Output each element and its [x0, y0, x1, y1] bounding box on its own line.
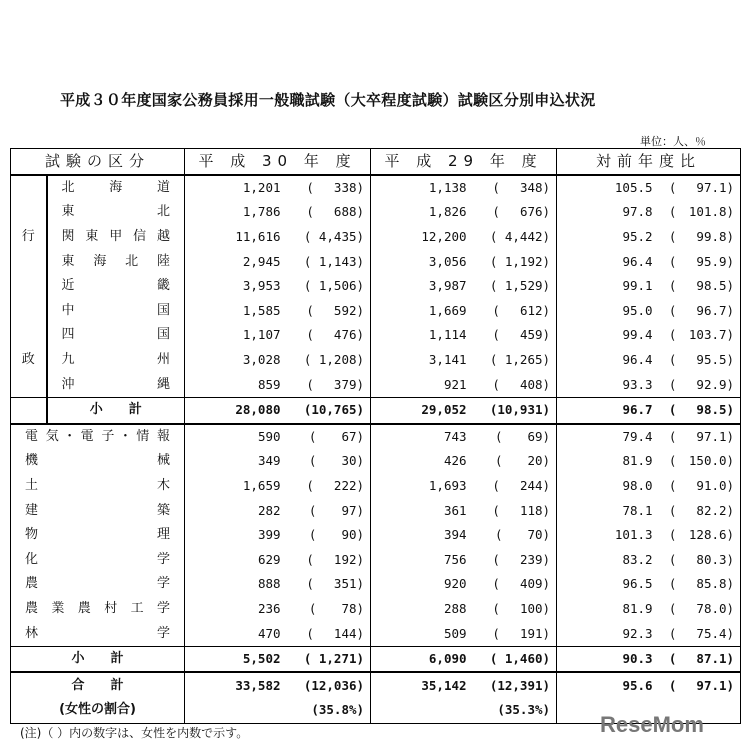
h29-total: 29,052 — [371, 397, 469, 423]
ratio-women: ( 128.6) — [655, 523, 741, 548]
h29-women: ( 100) — [492, 600, 551, 616]
h29-women: ( 118) — [492, 502, 551, 518]
row-label: 中 国 — [61, 302, 171, 318]
row-label: 東 北 — [61, 204, 171, 220]
ratio-women: ( 92.9) — [655, 372, 741, 397]
ratio-women: ( 91.0) — [655, 474, 741, 499]
table-row — [11, 548, 741, 573]
h30-total: 1,786 — [185, 200, 283, 225]
h29-women: (10,931) — [469, 397, 557, 423]
h30-women: (10,765) — [283, 397, 371, 423]
h29-women: ( 1,265) — [489, 352, 551, 368]
group-cell — [11, 397, 47, 423]
h30-total: 399 — [185, 523, 283, 548]
h30-women: ( 78) — [308, 600, 365, 616]
ratio-total: 93.3 — [557, 372, 655, 397]
h29-total: 920 — [371, 572, 469, 597]
ratio-women: ( 82.2) — [655, 498, 741, 523]
row-label: 九 州 — [61, 352, 171, 368]
h29-women: ( 1,529) — [489, 278, 551, 294]
h29-women: ( 70) — [494, 527, 551, 543]
table-row — [11, 249, 741, 274]
h30-total: 590 — [185, 424, 283, 450]
ratio-women: ( 85.8) — [655, 572, 741, 597]
h30-women: ( 1,506) — [303, 278, 365, 294]
h30-women: ( 1,143) — [303, 253, 365, 269]
group-cell — [11, 323, 47, 348]
h30-total: 2,945 — [185, 249, 283, 274]
ratio-women: ( 80.3) — [655, 548, 741, 573]
table-row — [11, 449, 741, 474]
h29-total: 3,141 — [371, 348, 469, 373]
h29-total: 1,693 — [371, 474, 469, 499]
row-label: 電気･電子･情報 — [11, 424, 185, 450]
ratio-total: 96.7 — [557, 397, 655, 423]
h30-total: 1,201 — [185, 175, 283, 201]
h29-total: 1,138 — [371, 175, 469, 201]
h29-women: ( 612) — [492, 302, 551, 318]
ratio-total: 95.6 — [557, 672, 655, 698]
tech-subtotal-row — [11, 646, 741, 672]
ratio-women: ( 97.1) — [655, 672, 741, 698]
h29-total: 361 — [371, 498, 469, 523]
h29-total: 3,056 — [371, 249, 469, 274]
ratio-women: ( 95.9) — [655, 249, 741, 274]
h29-total: 756 — [371, 548, 469, 573]
h29-women: ( 20) — [494, 453, 551, 469]
row-label: 小 計 — [47, 397, 185, 423]
h30-total: 349 — [185, 449, 283, 474]
h29-total: 1,669 — [371, 299, 469, 324]
h30-total: 3,953 — [185, 274, 283, 299]
ratio-total: 95.0 — [557, 299, 655, 324]
h30-total: 236 — [185, 597, 283, 622]
group-cell: 行 — [11, 225, 47, 250]
ratio-total: 105.5 — [557, 175, 655, 201]
table-row — [11, 299, 741, 324]
h29-women: (35.3%) — [469, 698, 557, 723]
group-cell — [11, 175, 47, 201]
ratio-total: 97.8 — [557, 200, 655, 225]
h29-total: 509 — [371, 621, 469, 646]
row-label: 沖 縄 — [61, 376, 171, 392]
ratio-total: 96.4 — [557, 348, 655, 373]
h30-women: ( 688) — [306, 204, 365, 220]
h29-total: 35,142 — [371, 672, 469, 698]
ratio-total: 101.3 — [557, 523, 655, 548]
h30-women: ( 1,271) — [283, 646, 371, 672]
h29-women: ( 409) — [492, 576, 551, 592]
h30-women: ( 97) — [308, 502, 365, 518]
h30-total: 629 — [185, 548, 283, 573]
h30-women: ( 4,435) — [303, 229, 365, 245]
ratio-total: 99.1 — [557, 274, 655, 299]
h29-total: 394 — [371, 523, 469, 548]
group-cell — [11, 372, 47, 397]
h30-women: ( 592) — [306, 302, 365, 318]
ratio-women: ( 150.0) — [655, 449, 741, 474]
h30-women: (35.8%) — [283, 698, 371, 723]
h29-women: ( 408) — [492, 376, 551, 392]
h29-women: ( 4,442) — [489, 229, 551, 245]
row-label: 東海北陸 — [61, 253, 171, 269]
table-row — [11, 175, 741, 201]
header-ratio: 対前年度比 — [557, 149, 741, 175]
h29-women: ( 459) — [492, 327, 551, 343]
h30-total: 1,659 — [185, 474, 283, 499]
h29-total: 1,114 — [371, 323, 469, 348]
h29-women: ( 191) — [492, 625, 551, 641]
ratio-women: ( 97.1) — [655, 175, 741, 201]
h30-women: ( 144) — [306, 625, 365, 641]
table-row — [11, 372, 741, 397]
row-label: 機 械 — [11, 449, 185, 474]
h29-women: ( 1,460) — [469, 646, 557, 672]
h30-total: 28,080 — [185, 397, 283, 423]
table-row — [11, 523, 741, 548]
h29-women: ( 1,192) — [489, 253, 551, 269]
h30-women: (12,036) — [283, 672, 371, 698]
header-h30: 平 成 30 年 度 — [185, 149, 371, 175]
h29-total: 426 — [371, 449, 469, 474]
h30-women: ( 379) — [306, 376, 365, 392]
ratio-total: 96.4 — [557, 249, 655, 274]
ratio-total: 83.2 — [557, 548, 655, 573]
ratio-women: ( 75.4) — [655, 621, 741, 646]
h29-total: 12,200 — [371, 225, 469, 250]
ratio-women: ( 103.7) — [655, 323, 741, 348]
row-label: 四 国 — [61, 327, 171, 343]
h29-total: 921 — [371, 372, 469, 397]
ratio-total: 78.1 — [557, 498, 655, 523]
ratio-total: 99.4 — [557, 323, 655, 348]
group-cell — [11, 200, 47, 225]
row-label: (女性の割合) — [11, 698, 185, 723]
ratio-total: 98.0 — [557, 474, 655, 499]
h30-women: ( 192) — [306, 551, 365, 567]
row-label: 土 木 — [11, 474, 185, 499]
row-label: 化 学 — [11, 548, 185, 573]
h29-women: ( 676) — [492, 204, 551, 220]
h30-women: ( 67) — [283, 424, 371, 450]
h30-total: 33,582 — [185, 672, 283, 698]
row-label: 関東甲信越 — [61, 229, 171, 245]
h29-total: 288 — [371, 597, 469, 622]
table-row — [11, 597, 741, 622]
row-label: 小 計 — [11, 646, 185, 672]
ratio-total: 81.9 — [557, 597, 655, 622]
row-label: 北 海 道 — [61, 179, 171, 195]
admin-subtotal-row — [11, 397, 741, 423]
header-category: 試験の区分 — [11, 149, 185, 175]
table-row — [11, 348, 741, 373]
h30-total: 888 — [185, 572, 283, 597]
h29-women: ( 348) — [492, 179, 551, 195]
h30-women: ( 222) — [306, 478, 365, 494]
row-label: 建 築 — [11, 498, 185, 523]
h29-women: ( 244) — [492, 478, 551, 494]
h30-total: 282 — [185, 498, 283, 523]
group-cell — [11, 249, 47, 274]
h30-total: 470 — [185, 621, 283, 646]
header-h29: 平 成 29 年 度 — [371, 149, 557, 175]
table-row — [11, 474, 741, 499]
ratio-women: ( 97.1) — [655, 424, 741, 450]
table-row — [11, 323, 741, 348]
group-cell — [11, 299, 47, 324]
row-label: 林 学 — [11, 621, 185, 646]
table-title: 平成３０年度国家公務員採用一般職試験（大卒程度試験）試験区分別申込状況 — [60, 91, 596, 109]
h30-women: ( 351) — [306, 576, 365, 592]
h30-total: 1,585 — [185, 299, 283, 324]
h29-total: 6,090 — [371, 646, 469, 672]
ratio-women: ( 96.7) — [655, 299, 741, 324]
h29-women: ( 239) — [492, 551, 551, 567]
ratio-total: 92.3 — [557, 621, 655, 646]
group-cell: 政 — [11, 348, 47, 373]
table-row — [11, 621, 741, 646]
table-row — [11, 424, 741, 450]
ratio-women: ( 98.5) — [655, 274, 741, 299]
h30-total: 5,502 — [185, 646, 283, 672]
h30-women: ( 30) — [308, 453, 365, 469]
resemom-logo: ReseMom — [600, 712, 704, 737]
row-label: 近 畿 — [61, 278, 171, 294]
row-label: 合 計 — [11, 672, 185, 698]
footnote: (注)（ ）内の数字は、女性を内数で示す。 — [20, 726, 249, 740]
ratio-women: ( 101.8) — [655, 200, 741, 225]
table-row — [11, 274, 741, 299]
row-label: 農業農村工学 — [11, 597, 185, 622]
header-row — [11, 149, 741, 175]
h29-women: (12,391) — [469, 672, 557, 698]
h30-total: 859 — [185, 372, 283, 397]
h30-women: ( 338) — [306, 179, 365, 195]
h30-women: ( 90) — [308, 527, 365, 543]
h30-total — [185, 698, 283, 723]
h29-total: 1,826 — [371, 200, 469, 225]
ratio-total: 79.4 — [557, 424, 655, 450]
applications-table — [10, 148, 741, 724]
table-row — [11, 225, 741, 250]
h29-total: 743 — [371, 424, 469, 450]
h30-total: 11,616 — [185, 225, 283, 250]
ratio-total: 81.9 — [557, 449, 655, 474]
h30-total: 3,028 — [185, 348, 283, 373]
h29-women: ( 69) — [469, 424, 557, 450]
row-label: 農 学 — [11, 572, 185, 597]
ratio-women: ( 78.0) — [655, 597, 741, 622]
h29-total: 3,987 — [371, 274, 469, 299]
group-cell — [11, 274, 47, 299]
ratio-total: 90.3 — [557, 646, 655, 672]
table-row — [11, 498, 741, 523]
row-label: 物 理 — [11, 523, 185, 548]
ratio-total: 96.5 — [557, 572, 655, 597]
total-row — [11, 672, 741, 698]
h30-women: ( 1,208) — [303, 352, 365, 368]
ratio-women: ( 99.8) — [655, 225, 741, 250]
h30-women: ( 476) — [306, 327, 365, 343]
unit-label: 単位：人、％ — [640, 135, 706, 148]
ratio-total: 95.2 — [557, 225, 655, 250]
h29-total — [371, 698, 469, 723]
table-row — [11, 572, 741, 597]
ratio-women: ( 98.5) — [655, 397, 741, 423]
table-row — [11, 200, 741, 225]
ratio-women: ( 87.1) — [655, 646, 741, 672]
ratio-women: ( 95.5) — [655, 348, 741, 373]
h30-total: 1,107 — [185, 323, 283, 348]
